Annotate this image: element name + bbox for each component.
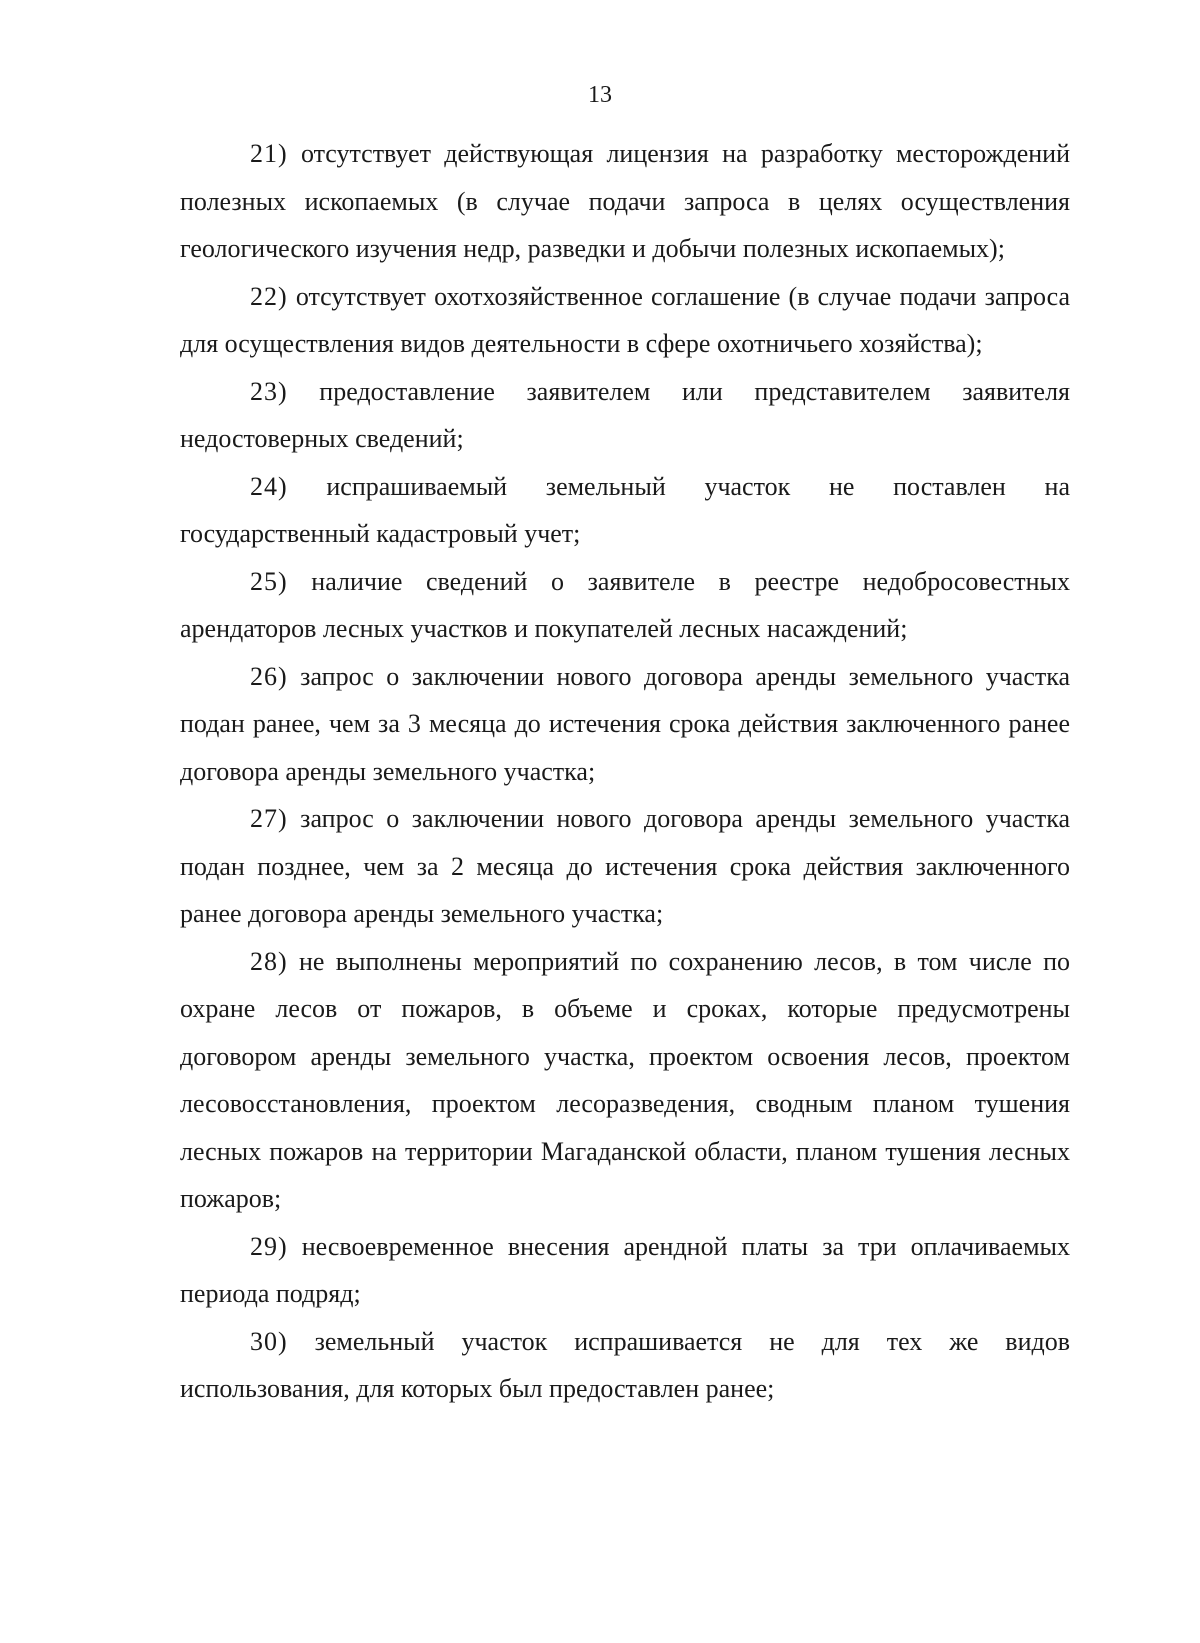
item-number: 26): [250, 661, 288, 691]
item-text: запрос о заключении нового договора аренды земельного участка подан ранее, чем за 3 месяца до истечения срока действия заключенного ранее договора аренды земельного участка;: [180, 661, 1070, 786]
list-item-21: [180, 130, 1070, 273]
item-text: земельный участок испрашивается не для тех же видов использования, для которых был предоставлен ранее;: [180, 1326, 1070, 1403]
page-number: 13: [588, 82, 612, 108]
item-number: 29): [250, 1231, 288, 1261]
list-item-23: [180, 368, 1070, 463]
list-item-30: [180, 1318, 1070, 1413]
item-text: не выполнены мероприятий по сохранению лесов, в том числе по охране лесов от пожаров, в объеме и сроках, которые предусмотрены договором аренды земельного участка, проектом освоения лесов, проектом лесовосстановления, проектом лесоразведения, сводным планом тушения лесных пожаров на территории Магаданской области, планом тушения лесных пожаров;: [180, 946, 1070, 1213]
item-text: запрос о заключении нового договора аренды земельного участка подан позднее, чем за 2 месяца до истечения срока действия заключенного ранее договора аренды земельного участка;: [180, 804, 1070, 928]
list-item-22: [180, 273, 1070, 368]
item-text: испрашиваемый земельный участок не поставлен на государственный кадастровый учет;: [180, 471, 1070, 548]
document-body: [180, 130, 1070, 1413]
item-number: 22): [250, 281, 288, 311]
list-item-27: [180, 795, 1070, 938]
item-number: 27): [250, 804, 288, 833]
list-item-25: [180, 558, 1070, 653]
item-number: 28): [250, 946, 288, 976]
list-item-24: [180, 463, 1070, 558]
item-number: 25): [250, 566, 288, 596]
item-number: 21): [250, 139, 288, 168]
item-number: 23): [250, 376, 288, 406]
item-text: отсутствует охотхозяйственное соглашение (в случае подачи запроса для осуществления видов деятельности в сфере охотничьего хозяйства);: [180, 281, 1070, 358]
list-item-28: [180, 938, 1070, 1223]
list-item-26: [180, 653, 1070, 796]
item-number: 24): [250, 471, 288, 501]
item-text: предоставление заявителем или представителем заявителя недостоверных сведений;: [180, 376, 1070, 453]
item-text: отсутствует действующая лицензия на разработку месторождений полезных ископаемых (в случае подачи запроса в целях осуществления геологического изучения недр, разведки и добычи полезных ископаемых);: [180, 139, 1070, 263]
item-text: наличие сведений о заявителе в реестре недобросовестных арендаторов лесных участков и покупателей лесных насаждений;: [180, 566, 1070, 643]
item-number: 30): [250, 1326, 288, 1356]
item-text: несвоевременное внесения арендной платы за три оплачиваемых периода подряд;: [180, 1231, 1070, 1308]
list-item-29: [180, 1223, 1070, 1318]
